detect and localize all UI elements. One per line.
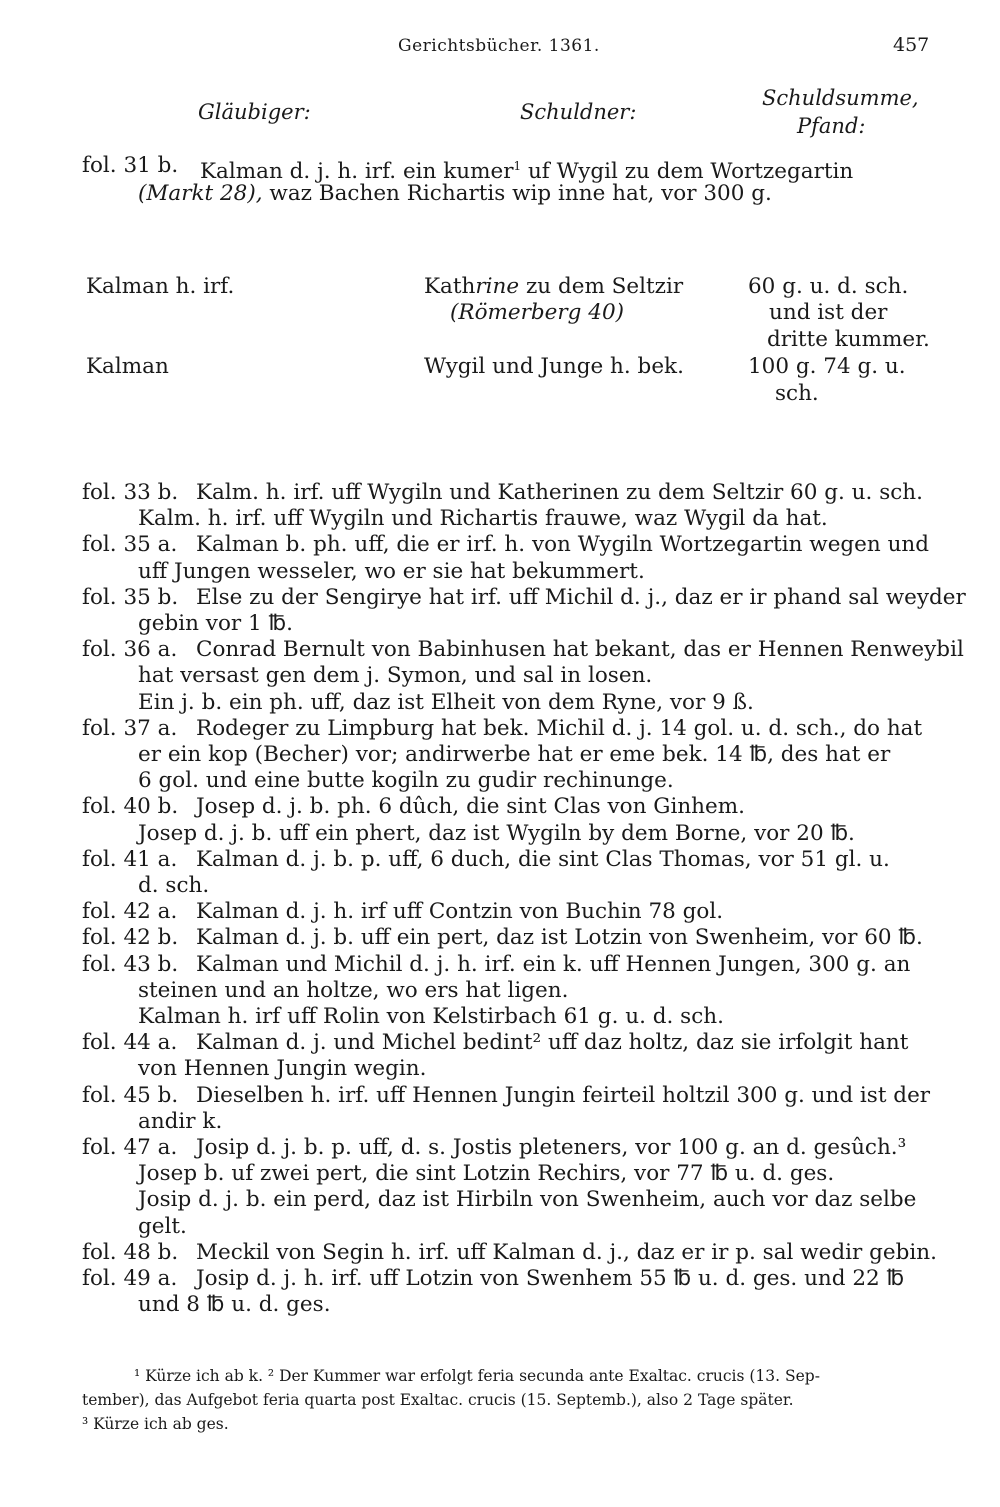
- entry-text-line: Kalman d. j. und Michel bedint² uff daz holtz, daz sie irfolgit hant: [196, 1030, 909, 1056]
- entry-text-line: Kalm. h. irf. uff Wygiln und Richartis frauwe, waz Wygil da hat.: [138, 506, 828, 532]
- entry-text-line: Josip d. j. b. ein perd, daz ist Hirbiln von Swenheim, auch vor daz selbe: [138, 1187, 917, 1213]
- entry-text-line: Kalman d. j. b. uff ein pert, daz ist Lotzin von Swenheim, vor 60 ℔.: [196, 925, 923, 951]
- table-sum: sch.: [775, 381, 819, 406]
- entry-fol-label: fol. 42 a.: [82, 899, 178, 925]
- entry-fol-label: fol. 48 b.: [82, 1239, 179, 1265]
- entry-text: Kalman d. j. h. irf. ein kumer: [200, 159, 514, 185]
- entry-text-line: gelt.: [138, 1213, 187, 1239]
- entry-text-line: Kalman d. j. h. irf uff Contzin von Buchin 78 gol.: [196, 899, 724, 925]
- table-debtor-part: rine: [475, 274, 520, 299]
- entry-text-line: Ein j. b. ein ph. uff, daz ist Elheit von dem Ryne, vor 9 ß.: [138, 689, 754, 715]
- entry-text-line: uff Jungen wesseler, wo er sie hat bekummert.: [138, 558, 645, 584]
- entry-fol-label: fol. 40 b.: [82, 794, 179, 820]
- entry-fol-label: fol. 44 a.: [82, 1030, 178, 1056]
- footnote-line: tember), das Aufgebot feria quarta post Exaltac. crucis (15. Septemb.), also 2 Tage später.: [82, 1391, 794, 1409]
- column-heading-sum: Schuldsumme,: [762, 86, 919, 110]
- entry-fol-label: fol. 31 b.: [82, 153, 179, 178]
- running-title: Gerichtsbücher. 1361.: [398, 36, 600, 56]
- entry-text: waz Bachen Richartis wip inne hat, vor 300 g.: [262, 181, 772, 206]
- entry-text-line: Josip d. j. h. irf. uff Lotzin von Swenhem 55 ℔ u. d. ges. und 22 ℔: [196, 1266, 905, 1291]
- table-sum: 100 g. 74 g. u.: [748, 354, 906, 379]
- entry-fol-label: fol. 42 b.: [82, 925, 179, 951]
- footnote-line: ³ Kürze ich ab ges.: [82, 1415, 229, 1433]
- entry-text-line: Rodeger zu Limpburg hat bek. Michil d. j. 14 gol. u. d. sch., do hat: [196, 715, 923, 741]
- entry-text-line: Josep d. j. b. ph. 6 dûch, die sint Clas von Ginhem.: [196, 794, 745, 820]
- entry-text: uf Wygil zu dem Wortzegartin: [521, 159, 854, 185]
- table-sum: 60 g. u. d. sch.: [748, 274, 909, 299]
- column-heading-pledge: Pfand:: [797, 114, 866, 138]
- table-creditor: Kalman h. irf.: [86, 274, 235, 299]
- page-number: 457: [893, 34, 930, 56]
- entry-text-line: Else zu der Sengirye hat irf. uff Michil d. j., daz er ir phand sal weyder: [196, 584, 966, 610]
- table-sum: und ist der: [769, 300, 888, 325]
- entry-text-line: von Hennen Jungin wegin.: [138, 1056, 427, 1082]
- entry-fol-label: fol. 47 a.: [82, 1135, 178, 1160]
- entry-fol-label: fol. 36 a.: [82, 637, 178, 663]
- entry-text-line: Kalman b. ph. uff, die er irf. h. von Wygiln Wortzegartin wegen und: [196, 532, 930, 558]
- entry-text-line: steinen und an holtze, wo ers hat ligen.: [138, 977, 569, 1003]
- entry-text-line: Kalman und Michil d. j. h. irf. ein k. uff Hennen Jungen, 300 g. an: [196, 951, 911, 977]
- entry-text-line: Dieselben h. irf. uff Hennen Jungin feirteil holtzil 300 g. und ist der: [196, 1082, 931, 1108]
- footnote-marker: 1: [513, 159, 522, 173]
- entry-text-line: 6 gol. und eine butte kogiln zu gudir rechinunge.: [138, 768, 674, 794]
- entry-text-line: Kalman d. j. b. p. uff, 6 duch, die sint Clas Thomas, vor 51 gl. u.: [196, 846, 890, 872]
- entry-text-line: Kalm. h. irf. uff Wygiln und Katherinen zu dem Seltzir 60 g. u. sch.: [196, 480, 923, 505]
- table-debtor-place: [450, 300, 624, 326]
- entry-fol-label: fol. 41 a.: [82, 846, 178, 872]
- table-debtor: [424, 274, 683, 300]
- table-debtor-part: Kath: [424, 274, 476, 299]
- entry-text-line: und 8 ℔ u. d. ges.: [138, 1292, 331, 1318]
- entry-text-line: andir k.: [138, 1108, 223, 1134]
- column-heading-creditor: Gläubiger:: [198, 100, 311, 124]
- entry-text-line: d. sch.: [138, 873, 210, 898]
- entry-text-line: gebin vor 1 ℔.: [138, 611, 293, 636]
- entry-text-line: Meckil von Segin h. irf. uff Kalman d. j., daz er ir p. sal wedir gebin.: [196, 1239, 937, 1265]
- table-debtor: Wygil und Junge h. bek.: [424, 354, 684, 379]
- entry-text-line: Kalman h. irf uff Rolin von Kelstirbach 61 g. u. d. sch.: [138, 1004, 724, 1029]
- footnote-line: ¹ Kürze ich ab k. ² Der Kummer war erfolgt feria secunda ante Exaltac. crucis (13. Sep-: [134, 1367, 820, 1385]
- place-reference: (Markt 28),: [138, 181, 263, 206]
- entry-text-line: Josip d. j. b. p. uff, d. s. Jostis pleteners, vor 100 g. an d. gesûch.³: [196, 1135, 907, 1160]
- entry-fol-label: fol. 49 a.: [82, 1266, 178, 1291]
- entry-text-line: Conrad Bernult von Babinhusen hat bekant, das er Hennen Renweybil: [196, 637, 964, 663]
- place-reference: (Römerberg 40): [450, 300, 625, 325]
- column-heading-debtor: Schuldner:: [520, 100, 637, 124]
- table-sum: dritte kummer.: [767, 327, 930, 352]
- entry-text-line: [138, 181, 772, 207]
- entry-fol-label: fol. 45 b.: [82, 1082, 179, 1108]
- entry-text-line: hat versast gen dem j. Symon, und sal in losen.: [138, 663, 653, 689]
- table-creditor: Kalman: [86, 354, 169, 379]
- entry-text-line: er ein kop (Becher) vor; andirwerbe hat er eme bek. 14 ℔, des hat er: [138, 742, 891, 767]
- table-debtor-part: zu dem Seltzir: [519, 274, 684, 299]
- entry-fol-label: fol. 43 b.: [82, 951, 179, 977]
- entry-fol-label: fol. 35 a.: [82, 532, 178, 558]
- entry-fol-label: fol. 37 a.: [82, 715, 178, 741]
- entry-fol-label: fol. 35 b.: [82, 584, 179, 610]
- entry-fol-label: fol. 33 b.: [82, 480, 179, 505]
- entry-text-line: Josep b. uf zwei pert, die sint Lotzin Rechirs, vor 77 ℔ u. d. ges.: [138, 1161, 835, 1187]
- entry-text-line: Josep d. j. b. uff ein phert, daz ist Wygiln by dem Borne, vor 20 ℔.: [138, 820, 855, 846]
